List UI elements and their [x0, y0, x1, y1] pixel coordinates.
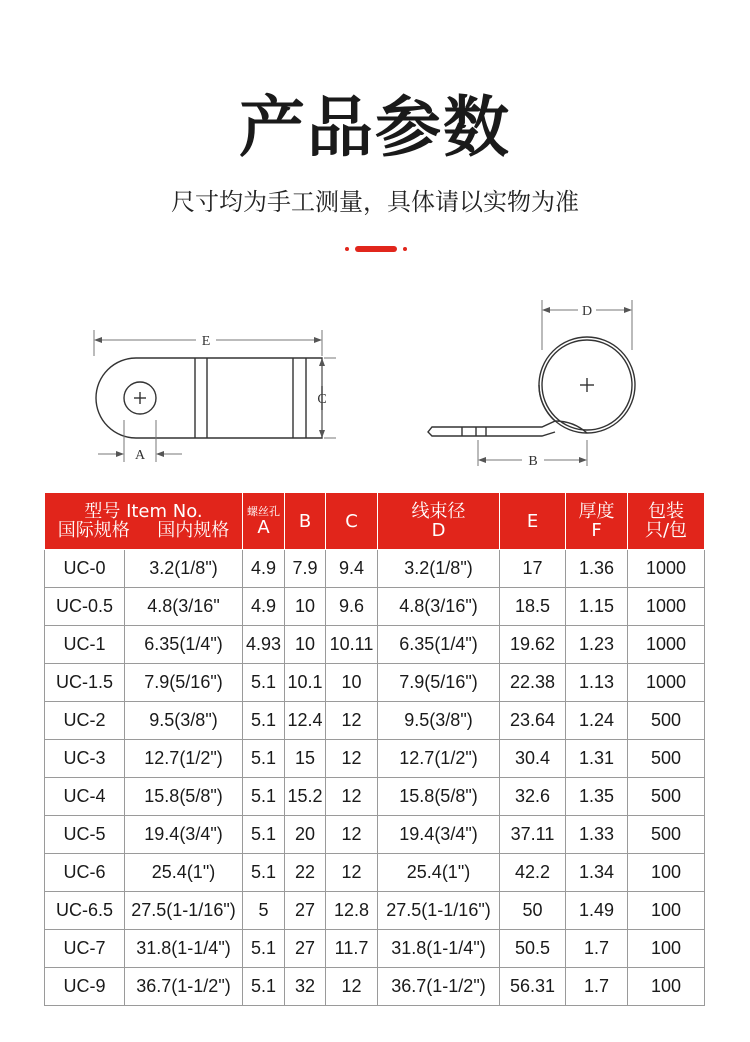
cell-d: 4.8(3/16"): [378, 588, 500, 626]
header-a: [243, 493, 285, 550]
cell-c: 12: [326, 968, 378, 1006]
p-clamp-drawing: [428, 337, 635, 436]
table-row: [45, 854, 705, 892]
cell-d: 25.4(1"): [378, 854, 500, 892]
label-d: D: [581, 304, 593, 319]
cell-f: 1.31: [566, 740, 628, 778]
table-header-row: [45, 493, 705, 550]
flat-dimension-lines: [94, 330, 336, 462]
cell-domestic-spec: 9.5(3/8"): [125, 702, 243, 740]
cell-b: 10.1: [285, 664, 326, 702]
table-row: [45, 778, 705, 816]
cell-domestic-spec: 4.8(3/16": [125, 588, 243, 626]
cell-f: 1.7: [566, 968, 628, 1006]
header-intl-spec: 国际规格: [57, 520, 130, 541]
cell-e: 30.4: [500, 740, 566, 778]
cell-c: 12: [326, 816, 378, 854]
header-item-no-label: 型号 Item No.: [84, 501, 203, 522]
cell-domestic-spec: 19.4(3/4"): [125, 816, 243, 854]
cell-c: 10: [326, 664, 378, 702]
cell-c: 9.6: [326, 588, 378, 626]
cell-e: 19.62: [500, 626, 566, 664]
cell-domestic-spec: 3.2(1/8"): [125, 550, 243, 588]
divider-bar: [355, 246, 397, 252]
cell-a: 5.1: [243, 740, 285, 778]
cell-intl-spec: UC-1: [45, 626, 125, 664]
cell-a: 5.1: [243, 664, 285, 702]
page-subtitle: 尺寸均为手工测量，具体请以实物为准: [171, 188, 579, 216]
table-row: [45, 626, 705, 664]
cell-a: 5.1: [243, 854, 285, 892]
cell-b: 12.4: [285, 702, 326, 740]
label-c: C: [317, 392, 327, 407]
cell-b: 32: [285, 968, 326, 1006]
cell-pack: 500: [628, 740, 705, 778]
cell-domestic-spec: 36.7(1-1/2"): [125, 968, 243, 1006]
cell-b: 27: [285, 892, 326, 930]
cell-f: 1.13: [566, 664, 628, 702]
header-a-letter: A: [257, 517, 270, 538]
cell-f: 1.15: [566, 588, 628, 626]
p-arrowheads: [478, 307, 632, 463]
cell-b: 20: [285, 816, 326, 854]
cell-c: 12: [326, 778, 378, 816]
label-a: A: [134, 448, 146, 463]
cell-c: 12: [326, 854, 378, 892]
cell-c: 9.4: [326, 550, 378, 588]
header-c: [326, 493, 378, 550]
header-d-letter: D: [431, 520, 446, 541]
cell-b: 7.9: [285, 550, 326, 588]
cell-intl-spec: UC-0.5: [45, 588, 125, 626]
cell-f: 1.49: [566, 892, 628, 930]
cell-f: 1.35: [566, 778, 628, 816]
header-spec-labels: [45, 521, 242, 540]
cell-c: 12.8: [326, 892, 378, 930]
table-row: [45, 702, 705, 740]
cell-e: 22.38: [500, 664, 566, 702]
header-f: [566, 493, 628, 550]
cell-domestic-spec: 27.5(1-1/16"): [125, 892, 243, 930]
cell-pack: 1000: [628, 626, 705, 664]
cell-d: 27.5(1-1/16"): [378, 892, 500, 930]
cell-a: 5.1: [243, 778, 285, 816]
cell-intl-spec: UC-6.5: [45, 892, 125, 930]
cell-b: 10: [285, 588, 326, 626]
header-domestic-spec: 国内规格: [157, 520, 230, 541]
cell-intl-spec: UC-2: [45, 702, 125, 740]
cell-pack: 1000: [628, 550, 705, 588]
spec-table: [44, 492, 705, 1006]
label-b: B: [528, 454, 538, 469]
cell-e: 50.5: [500, 930, 566, 968]
cell-a: 5.1: [243, 816, 285, 854]
cell-f: 1.7: [566, 930, 628, 968]
table-row: [45, 816, 705, 854]
cell-d: 12.7(1/2"): [378, 740, 500, 778]
cell-c: 11.7: [326, 930, 378, 968]
cell-d: 36.7(1-1/2"): [378, 968, 500, 1006]
cell-c: 12: [326, 702, 378, 740]
cell-c: 10.11: [326, 626, 378, 664]
header-d-top: 线束径: [411, 501, 466, 522]
cell-e: 37.11: [500, 816, 566, 854]
cell-a: 4.93: [243, 626, 285, 664]
header-c-letter: C: [345, 510, 358, 532]
dimension-diagram: [0, 290, 750, 480]
cell-f: 1.34: [566, 854, 628, 892]
cell-intl-spec: UC-9: [45, 968, 125, 1006]
cell-a: 5: [243, 892, 285, 930]
header-pack-unit: 只/包: [644, 520, 688, 541]
cell-f: 1.24: [566, 702, 628, 740]
cell-pack: 1000: [628, 664, 705, 702]
cell-a: 5.1: [243, 930, 285, 968]
cell-a: 5.1: [243, 702, 285, 740]
table-row: [45, 930, 705, 968]
cell-e: 32.6: [500, 778, 566, 816]
table-row: [45, 550, 705, 588]
spec-table-body: [45, 550, 705, 1006]
header-b-letter: B: [298, 510, 312, 532]
cell-e: 50: [500, 892, 566, 930]
cell-pack: 500: [628, 702, 705, 740]
cell-pack: 500: [628, 778, 705, 816]
page-title: 产品参数: [239, 89, 511, 166]
cell-intl-spec: UC-5: [45, 816, 125, 854]
table-row: [45, 740, 705, 778]
flat-clamp-drawing: [96, 358, 322, 438]
title-divider: [345, 246, 407, 252]
cell-b: 22: [285, 854, 326, 892]
cell-intl-spec: UC-4: [45, 778, 125, 816]
header-f-letter: F: [591, 520, 602, 541]
cell-domestic-spec: 6.35(1/4"): [125, 626, 243, 664]
cell-e: 23.64: [500, 702, 566, 740]
cell-pack: 100: [628, 892, 705, 930]
cell-a: 4.9: [243, 550, 285, 588]
cell-d: 7.9(5/16"): [378, 664, 500, 702]
cell-domestic-spec: 15.8(5/8"): [125, 778, 243, 816]
cell-pack: 100: [628, 854, 705, 892]
table-row: [45, 588, 705, 626]
cell-d: 9.5(3/8"): [378, 702, 500, 740]
cell-d: 19.4(3/4"): [378, 816, 500, 854]
cell-f: 1.33: [566, 816, 628, 854]
p-dimension-lines: [478, 300, 632, 466]
cell-a: 5.1: [243, 968, 285, 1006]
header-e: [500, 493, 566, 550]
cell-pack: 100: [628, 930, 705, 968]
cell-b: 15.2: [285, 778, 326, 816]
cell-b: 27: [285, 930, 326, 968]
header-a-top: 螺丝孔: [247, 505, 280, 518]
cell-pack: 500: [628, 816, 705, 854]
cell-b: 15: [285, 740, 326, 778]
label-e: E: [201, 334, 211, 349]
header-f-top: 厚度: [578, 501, 615, 522]
cell-e: 56.31: [500, 968, 566, 1006]
cell-d: 3.2(1/8"): [378, 550, 500, 588]
divider-dot-left: [345, 247, 349, 251]
cell-b: 10: [285, 626, 326, 664]
cell-c: 12: [326, 740, 378, 778]
cell-intl-spec: UC-3: [45, 740, 125, 778]
header-pack-top: 包装: [648, 501, 684, 522]
table-row: [45, 664, 705, 702]
table-row: [45, 968, 705, 1006]
cell-intl-spec: UC-1.5: [45, 664, 125, 702]
cell-intl-spec: UC-6: [45, 854, 125, 892]
cell-pack: 1000: [628, 588, 705, 626]
cell-d: 15.8(5/8"): [378, 778, 500, 816]
cell-domestic-spec: 31.8(1-1/4"): [125, 930, 243, 968]
cell-domestic-spec: 12.7(1/2"): [125, 740, 243, 778]
cell-e: 18.5: [500, 588, 566, 626]
divider-dot-right: [403, 247, 407, 251]
cell-domestic-spec: 25.4(1"): [125, 854, 243, 892]
flat-arrowheads: [94, 337, 325, 457]
header-d: [378, 493, 500, 550]
cell-domestic-spec: 7.9(5/16"): [125, 664, 243, 702]
cell-intl-spec: UC-0: [45, 550, 125, 588]
cell-intl-spec: UC-7: [45, 930, 125, 968]
header-e-letter: E: [526, 510, 539, 532]
cell-d: 31.8(1-1/4"): [378, 930, 500, 968]
header-pack: [628, 493, 705, 550]
header-b: [285, 493, 326, 550]
header-item-no: [45, 493, 243, 550]
cell-f: 1.23: [566, 626, 628, 664]
table-row: [45, 892, 705, 930]
cell-f: 1.36: [566, 550, 628, 588]
cell-e: 42.2: [500, 854, 566, 892]
cell-a: 4.9: [243, 588, 285, 626]
cell-e: 17: [500, 550, 566, 588]
cell-pack: 100: [628, 968, 705, 1006]
cell-d: 6.35(1/4"): [378, 626, 500, 664]
